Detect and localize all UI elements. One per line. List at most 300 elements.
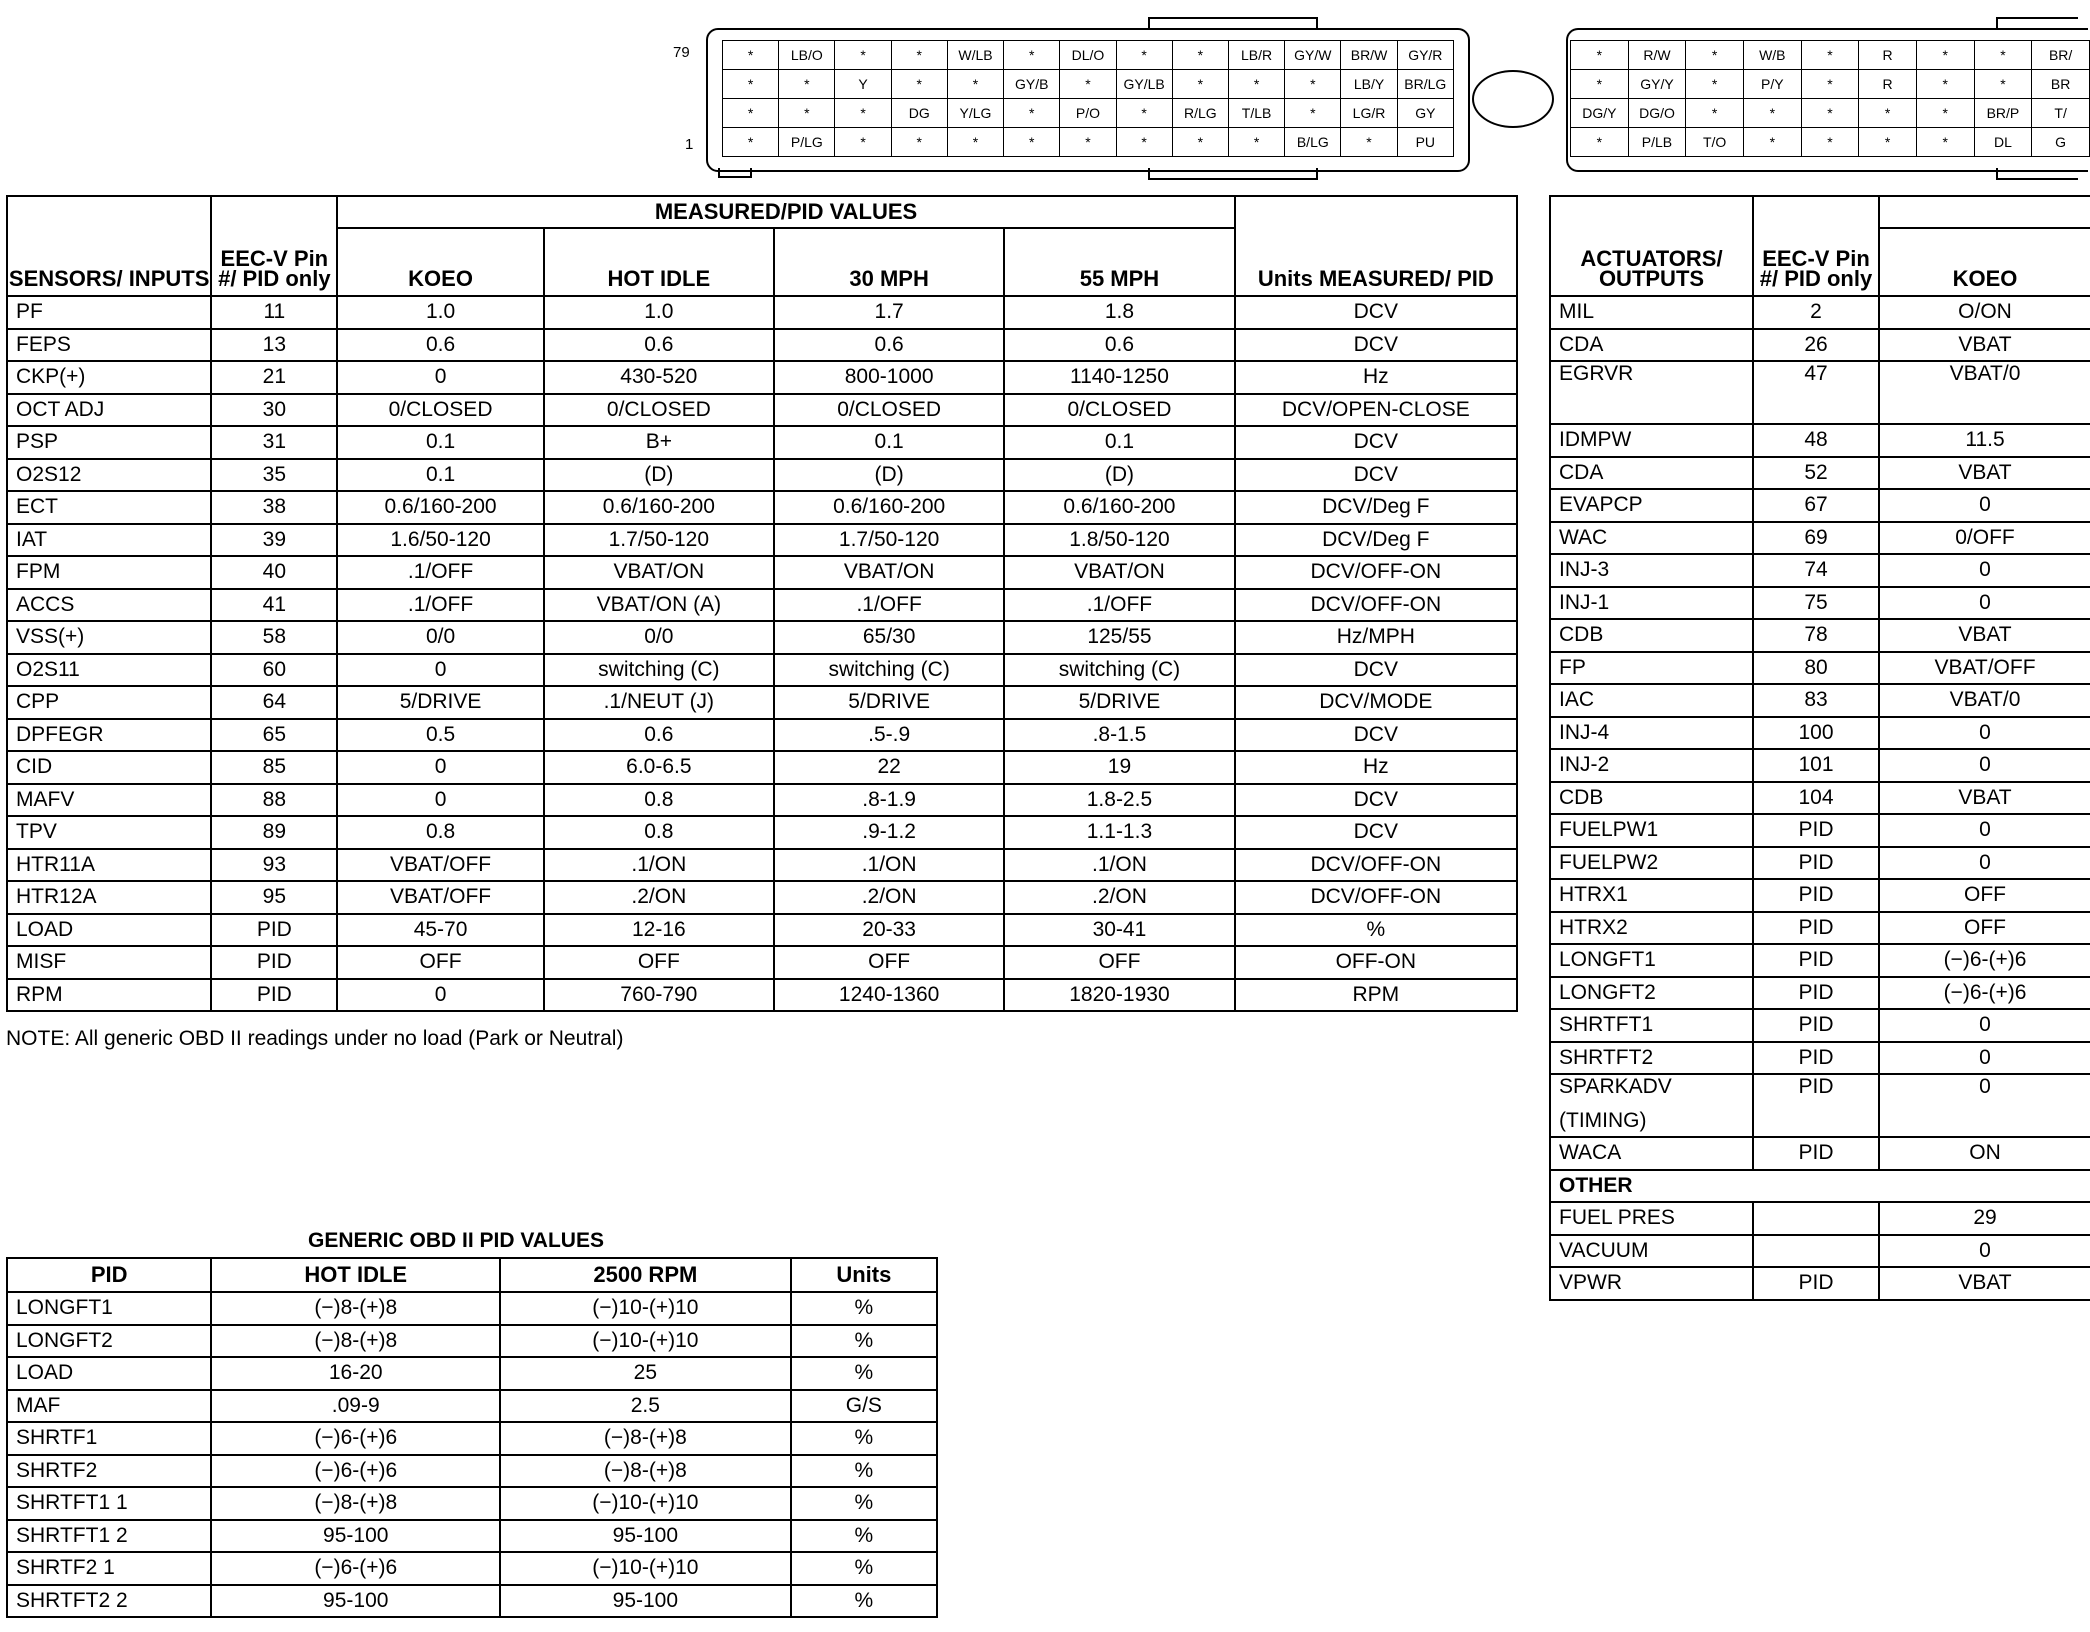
units-value: DCV/Deg F xyxy=(1235,524,1517,557)
pin-cell: DL/O xyxy=(1060,41,1116,70)
koeo-value: VBAT/OFF xyxy=(337,849,543,882)
header-sensors-inputs: SENSORS/ INPUTS xyxy=(7,196,211,296)
pin-number: 101 xyxy=(1753,749,1879,782)
pin-cell: * xyxy=(1859,99,1917,128)
pin-cell: * xyxy=(891,128,947,157)
koeo-value: OFF xyxy=(1879,879,2090,912)
pin-label-79: 79 xyxy=(673,44,690,61)
koeo-value: 1.0 xyxy=(337,296,543,329)
pin-cell: GY/R xyxy=(1397,41,1453,70)
pin-cell: T/O xyxy=(1686,128,1744,157)
sensor-name: VSS(+) xyxy=(7,621,211,654)
pin-cell: G xyxy=(2032,128,2090,157)
koeo-value: 45-70 xyxy=(337,914,543,947)
units-value: DCV xyxy=(1235,459,1517,492)
pin-cell: * xyxy=(1916,70,1974,99)
actuator-name: INJ-2 xyxy=(1550,749,1753,782)
units-value: OFF-ON xyxy=(1235,946,1517,979)
pin-cell: * xyxy=(1060,70,1116,99)
55-mph-value: 1.8-2.5 xyxy=(1004,784,1234,817)
koeo-value: 0.8 xyxy=(337,816,543,849)
koeo-value: VBAT xyxy=(1879,782,2090,815)
pin-cell: W/LB xyxy=(947,41,1003,70)
pin-number: PID xyxy=(1753,814,1879,847)
koeo-value: .1/OFF xyxy=(337,556,543,589)
pin-number: 89 xyxy=(211,816,337,849)
hot-idle-value: .2/ON xyxy=(544,881,774,914)
pin-cell: * xyxy=(1571,128,1629,157)
other-label: OTHER xyxy=(1550,1170,2090,1203)
pin-row xyxy=(1571,99,2090,128)
units-value: % xyxy=(791,1520,937,1553)
pin-cell: * xyxy=(1116,99,1172,128)
pin-cell: T/ xyxy=(2032,99,2090,128)
hot-idle-value: 1.0 xyxy=(544,296,774,329)
connector-pin-grid-right xyxy=(1570,40,2090,157)
2500-rpm-value: 2.5 xyxy=(500,1390,791,1423)
table-row xyxy=(1550,684,2090,717)
hot-idle-value: 0/0 xyxy=(544,621,774,654)
pin-cell: W/B xyxy=(1743,41,1801,70)
units-value: Hz xyxy=(1235,361,1517,394)
table-row xyxy=(7,459,1517,492)
pin-cell: LB/R xyxy=(1228,41,1284,70)
pin-cell: * xyxy=(1285,70,1341,99)
hot-idle-value: 0.6 xyxy=(544,329,774,362)
30-mph-value: 1.7/50-120 xyxy=(774,524,1004,557)
units-value: % xyxy=(791,1552,937,1585)
koeo-value: 0 xyxy=(1879,749,2090,782)
30-mph-value: 0.6/160-200 xyxy=(774,491,1004,524)
connector-diagram xyxy=(0,0,2073,190)
pin-number: 85 xyxy=(211,751,337,784)
other-section-header xyxy=(1550,1170,2090,1203)
table-row xyxy=(7,719,1517,752)
2500-rpm-value: (−)10-(+)10 xyxy=(500,1487,791,1520)
hot-idle-value: 760-790 xyxy=(544,979,774,1012)
pin-number: 100 xyxy=(1753,717,1879,750)
pin-cell: GY/W xyxy=(1285,41,1341,70)
sensors-inputs-table xyxy=(6,195,1518,1012)
pin-cell: * xyxy=(1004,41,1060,70)
empty-cell xyxy=(1753,393,1879,425)
pin-cell: * xyxy=(1004,128,1060,157)
units-value: DCV/OFF-ON xyxy=(1235,849,1517,882)
units-value: DCV xyxy=(1235,426,1517,459)
hot-idle-value: 6.0-6.5 xyxy=(544,751,774,784)
header-units: Units xyxy=(791,1258,937,1292)
table-row xyxy=(7,849,1517,882)
actuator-name: INJ-3 xyxy=(1550,554,1753,587)
pin-number: PID xyxy=(1753,944,1879,977)
2500-rpm-value: (−)8-(+)8 xyxy=(500,1455,791,1488)
sensor-name: CID xyxy=(7,751,211,784)
hot-idle-value: 95-100 xyxy=(211,1585,500,1618)
pin-cell: * xyxy=(835,128,891,157)
units-value: DCV/OFF-ON xyxy=(1235,589,1517,622)
koeo-value: (−)6-(+)6 xyxy=(1879,944,2090,977)
pin-row xyxy=(723,41,1454,70)
pin-cell: R/LG xyxy=(1172,99,1228,128)
pin-number: 40 xyxy=(211,556,337,589)
actuator-name: HTRX2 xyxy=(1550,912,1753,945)
pin-row xyxy=(1571,128,2090,157)
pin-cell: * xyxy=(1341,128,1397,157)
30-mph-value: 1.7 xyxy=(774,296,1004,329)
table-row xyxy=(7,751,1517,784)
2500-rpm-value: (−)8-(+)8 xyxy=(500,1422,791,1455)
table-row xyxy=(1550,814,2090,847)
table-row xyxy=(1550,329,2090,362)
koeo-value: (−)6-(+)6 xyxy=(1879,977,2090,1010)
koeo-value: OFF xyxy=(337,946,543,979)
units-value: % xyxy=(1235,914,1517,947)
sensor-name: MAFV xyxy=(7,784,211,817)
actuator-name: SPARKADV xyxy=(1550,1074,1753,1106)
55-mph-value: 0.6 xyxy=(1004,329,1234,362)
pid-name: SHRTF2 xyxy=(7,1455,211,1488)
koeo-value: VBAT xyxy=(1879,329,2090,362)
units-value: G/S xyxy=(791,1390,937,1423)
connector-tab-right xyxy=(1996,17,2078,30)
koeo-value: VBAT/0 xyxy=(1879,684,2090,717)
koeo-value: 0 xyxy=(1879,1009,2090,1042)
pin-row xyxy=(1571,41,2090,70)
pin-cell: * xyxy=(835,99,891,128)
koeo-value: 29 xyxy=(1879,1202,2090,1235)
koeo-value: 0/CLOSED xyxy=(337,394,543,427)
table-row xyxy=(7,1325,937,1358)
koeo-value: VBAT xyxy=(1879,457,2090,490)
2500-rpm-value: 95-100 xyxy=(500,1585,791,1618)
connector-center-hole xyxy=(1472,70,1554,128)
pin-number: 35 xyxy=(211,459,337,492)
connector-tab-bottom xyxy=(1148,168,1318,180)
koeo-value: 0 xyxy=(1879,814,2090,847)
table-row xyxy=(1550,944,2090,977)
30-mph-value: 0/CLOSED xyxy=(774,394,1004,427)
actuator-name: EVAPCP xyxy=(1550,489,1753,522)
hot-idle-value: .09-9 xyxy=(211,1390,500,1423)
actuator-name: CDB xyxy=(1550,782,1753,815)
55-mph-value: 1820-1930 xyxy=(1004,979,1234,1012)
units-value: DCV/OPEN-CLOSE xyxy=(1235,394,1517,427)
30-mph-value: 0.1 xyxy=(774,426,1004,459)
pin-cell: * xyxy=(1116,41,1172,70)
pin-number: 64 xyxy=(211,686,337,719)
actuator-name: INJ-1 xyxy=(1550,587,1753,620)
hot-idle-value: (−)8-(+)8 xyxy=(211,1292,500,1325)
30-mph-value: OFF xyxy=(774,946,1004,979)
pin-cell: R xyxy=(1859,41,1917,70)
pin-number: 21 xyxy=(211,361,337,394)
pin-cell: * xyxy=(1116,128,1172,157)
30-mph-value: .1/OFF xyxy=(774,589,1004,622)
table-row xyxy=(1550,554,2090,587)
pin-cell: * xyxy=(835,41,891,70)
koeo-value: VBAT/0 xyxy=(1879,361,2090,393)
table-row xyxy=(1550,749,2090,782)
pin-cell: * xyxy=(723,128,779,157)
pin-number: 58 xyxy=(211,621,337,654)
units-value: % xyxy=(791,1422,937,1455)
pin-number: PID xyxy=(1753,912,1879,945)
pid-name: LOAD xyxy=(7,1357,211,1390)
pin-cell: BR/LG xyxy=(1397,70,1453,99)
30-mph-value: 22 xyxy=(774,751,1004,784)
pin-number: 67 xyxy=(1753,489,1879,522)
koeo-value: 0.6/160-200 xyxy=(337,491,543,524)
units-value: DCV xyxy=(1235,329,1517,362)
header-group-blank xyxy=(1879,196,2090,228)
pin-number: 74 xyxy=(1753,554,1879,587)
pin-cell: BR/P xyxy=(1974,99,2032,128)
2500-rpm-value: (−)10-(+)10 xyxy=(500,1552,791,1585)
pin-number xyxy=(1753,1202,1879,1235)
hot-idle-value: 1.7/50-120 xyxy=(544,524,774,557)
table-row xyxy=(1550,296,2090,329)
30-mph-value: 1240-1360 xyxy=(774,979,1004,1012)
pin-cell: Y xyxy=(835,70,891,99)
koeo-value: VBAT xyxy=(1879,619,2090,652)
koeo-value: 1.6/50-120 xyxy=(337,524,543,557)
table-row xyxy=(1550,489,2090,522)
koeo-value: 0 xyxy=(337,751,543,784)
55-mph-value: .2/ON xyxy=(1004,881,1234,914)
pin-cell: P/LB xyxy=(1628,128,1686,157)
actuator-name: FUEL PRES xyxy=(1550,1202,1753,1235)
units-value: DCV xyxy=(1235,784,1517,817)
pin-cell: * xyxy=(1004,99,1060,128)
pin-cell: DG xyxy=(891,99,947,128)
sensor-name: ECT xyxy=(7,491,211,524)
sensor-name: MISF xyxy=(7,946,211,979)
pin-cell: * xyxy=(1743,128,1801,157)
pin-cell: DG/Y xyxy=(1571,99,1629,128)
pin-number: 38 xyxy=(211,491,337,524)
table-row xyxy=(1550,717,2090,750)
hot-idle-value: 95-100 xyxy=(211,1520,500,1553)
table-row xyxy=(7,1390,937,1423)
30-mph-value: 0.6 xyxy=(774,329,1004,362)
units-value: DCV xyxy=(1235,816,1517,849)
connector-tab-right-bottom xyxy=(1996,168,2078,180)
table-row xyxy=(1550,1267,2090,1300)
table-row xyxy=(7,1585,937,1618)
30-mph-value: .9-1.2 xyxy=(774,816,1004,849)
header-hot-idle: HOT IDLE xyxy=(544,228,774,296)
pin-cell: R xyxy=(1859,70,1917,99)
pin-cell: * xyxy=(723,70,779,99)
pin-cell: LG/R xyxy=(1341,99,1397,128)
units-value: DCV/Deg F xyxy=(1235,491,1517,524)
table-row xyxy=(7,654,1517,687)
units-value: % xyxy=(791,1455,937,1488)
actuator-name: SHRTFT1 xyxy=(1550,1009,1753,1042)
sensor-name: HTR12A xyxy=(7,881,211,914)
connector-tab-top xyxy=(1148,17,1318,30)
actuator-name: EGRVR xyxy=(1550,361,1753,393)
koeo-value: 0 xyxy=(337,784,543,817)
55-mph-value: (D) xyxy=(1004,459,1234,492)
table-row xyxy=(1550,619,2090,652)
pin-number: 39 xyxy=(211,524,337,557)
koeo-value: O/ON xyxy=(1879,296,2090,329)
units-value: % xyxy=(791,1292,937,1325)
hot-idle-value: 0.8 xyxy=(544,816,774,849)
table-row xyxy=(1550,1137,2090,1170)
pin-number: PID xyxy=(211,979,337,1012)
koeo-value: ON xyxy=(1879,1137,2090,1170)
connector-tab-bottom-left xyxy=(718,168,752,178)
hot-idle-value: 0.6 xyxy=(544,719,774,752)
pin-cell: * xyxy=(779,70,835,99)
empty-cell xyxy=(1550,393,1753,425)
header-30-mph: 30 MPH xyxy=(774,228,1004,296)
sensor-name: O2S12 xyxy=(7,459,211,492)
pin-number: PID xyxy=(211,914,337,947)
30-mph-value: .2/ON xyxy=(774,881,1004,914)
pin-number: 26 xyxy=(1753,329,1879,362)
koeo-value: 0.1 xyxy=(337,426,543,459)
pin-number xyxy=(1753,1235,1879,1268)
empty-cell xyxy=(1753,1106,1879,1138)
pin-cell: BR/ xyxy=(2032,41,2090,70)
table-row xyxy=(7,1455,937,1488)
pin-cell: * xyxy=(1571,41,1629,70)
header-actuators-outputs: ACTUATORS/ OUTPUTS xyxy=(1550,196,1753,296)
actuator-name: INJ-4 xyxy=(1550,717,1753,750)
pin-number: 78 xyxy=(1753,619,1879,652)
pin-cell: * xyxy=(1228,70,1284,99)
table-row xyxy=(1550,1042,2090,1075)
hot-idle-value: VBAT/ON xyxy=(544,556,774,589)
55-mph-value: 0.6/160-200 xyxy=(1004,491,1234,524)
55-mph-value: 1.8/50-120 xyxy=(1004,524,1234,557)
table-row xyxy=(7,361,1517,394)
table-row xyxy=(7,946,1517,979)
actuator-name: IAC xyxy=(1550,684,1753,717)
hot-idle-value: B+ xyxy=(544,426,774,459)
pid-name: SHRTF1 xyxy=(7,1422,211,1455)
koeo-value: 11.5 xyxy=(1879,424,2090,457)
pin-number: 13 xyxy=(211,329,337,362)
note-text: NOTE: All generic OBD II readings under no load (Park or Neutral) xyxy=(6,1027,624,1050)
pin-cell: * xyxy=(1172,41,1228,70)
hot-idle-value: (−)6-(+)6 xyxy=(211,1455,500,1488)
pin-cell: PU xyxy=(1397,128,1453,157)
pin-cell: * xyxy=(1801,41,1859,70)
units-value: DCV/MODE xyxy=(1235,686,1517,719)
55-mph-value: VBAT/ON xyxy=(1004,556,1234,589)
pin-cell: * xyxy=(1916,99,1974,128)
actuator-name: VPWR xyxy=(1550,1267,1753,1300)
pin-number: 48 xyxy=(1753,424,1879,457)
sensor-name: FEPS xyxy=(7,329,211,362)
pin-number: 41 xyxy=(211,589,337,622)
30-mph-value: switching (C) xyxy=(774,654,1004,687)
pid-name: MAF xyxy=(7,1390,211,1423)
sensor-name: DPFEGR xyxy=(7,719,211,752)
hot-idle-value: VBAT/ON (A) xyxy=(544,589,774,622)
table-row xyxy=(1550,457,2090,490)
table-row xyxy=(1550,1074,2090,1106)
hot-idle-value: 430-520 xyxy=(544,361,774,394)
koeo-value: 0.1 xyxy=(337,459,543,492)
hot-idle-value: (D) xyxy=(544,459,774,492)
55-mph-value: 19 xyxy=(1004,751,1234,784)
units-value: % xyxy=(791,1357,937,1390)
30-mph-value: .5-.9 xyxy=(774,719,1004,752)
pin-cell: * xyxy=(1974,41,2032,70)
table-row xyxy=(7,1520,937,1553)
hot-idle-value: 0.6/160-200 xyxy=(544,491,774,524)
pin-number: 52 xyxy=(1753,457,1879,490)
timing-label: (TIMING) xyxy=(1550,1106,1753,1138)
units-value: % xyxy=(791,1487,937,1520)
pin-cell: * xyxy=(1686,99,1744,128)
koeo-value: 0 xyxy=(1879,489,2090,522)
table-row xyxy=(1550,977,2090,1010)
pin-cell: * xyxy=(1172,128,1228,157)
table-row xyxy=(1550,652,2090,685)
30-mph-value: 20-33 xyxy=(774,914,1004,947)
generic-obd-table xyxy=(6,1257,938,1618)
hot-idle-value: .1/ON xyxy=(544,849,774,882)
pin-number: 31 xyxy=(211,426,337,459)
pin-row xyxy=(1571,70,2090,99)
actuator-name: FUELPW1 xyxy=(1550,814,1753,847)
pin-cell: GY/Y xyxy=(1628,70,1686,99)
actuator-name: CDA xyxy=(1550,457,1753,490)
actuator-name: CDA xyxy=(1550,329,1753,362)
pin-number: PID xyxy=(1753,1267,1879,1300)
units-value: DCV xyxy=(1235,719,1517,752)
sensor-name: TPV xyxy=(7,816,211,849)
hot-idle-value: 16-20 xyxy=(211,1357,500,1390)
empty-cell xyxy=(1879,1106,2090,1138)
pin-label-1: 1 xyxy=(685,136,694,153)
55-mph-value: .1/OFF xyxy=(1004,589,1234,622)
table-row xyxy=(7,394,1517,427)
actuator-name: LONGFT2 xyxy=(1550,977,1753,1010)
koeo-value: 0.5 xyxy=(337,719,543,752)
hot-idle-value: 12-16 xyxy=(544,914,774,947)
header-eec-pin: EEC-V Pin #/ PID only xyxy=(1753,196,1879,296)
table-row xyxy=(7,816,1517,849)
30-mph-value: .8-1.9 xyxy=(774,784,1004,817)
pid-name: SHRTF2 1 xyxy=(7,1552,211,1585)
pin-cell: * xyxy=(1228,128,1284,157)
actuator-name: FP xyxy=(1550,652,1753,685)
table-row xyxy=(7,524,1517,557)
hot-idle-value: (−)6-(+)6 xyxy=(211,1422,500,1455)
pin-cell: LB/O xyxy=(779,41,835,70)
55-mph-value: OFF xyxy=(1004,946,1234,979)
55-mph-value: 30-41 xyxy=(1004,914,1234,947)
header-55-mph: 55 MPH xyxy=(1004,228,1234,296)
2500-rpm-value: (−)10-(+)10 xyxy=(500,1325,791,1358)
header-units: Units MEASURED/ PID xyxy=(1235,196,1517,296)
pin-number: 11 xyxy=(211,296,337,329)
pid-name: SHRTFT1 2 xyxy=(7,1520,211,1553)
sensor-name: PSP xyxy=(7,426,211,459)
pin-number: 60 xyxy=(211,654,337,687)
pin-cell: * xyxy=(1571,70,1629,99)
pin-cell: * xyxy=(1172,70,1228,99)
pin-number: 2 xyxy=(1753,296,1879,329)
header-pid: PID xyxy=(7,1258,211,1292)
